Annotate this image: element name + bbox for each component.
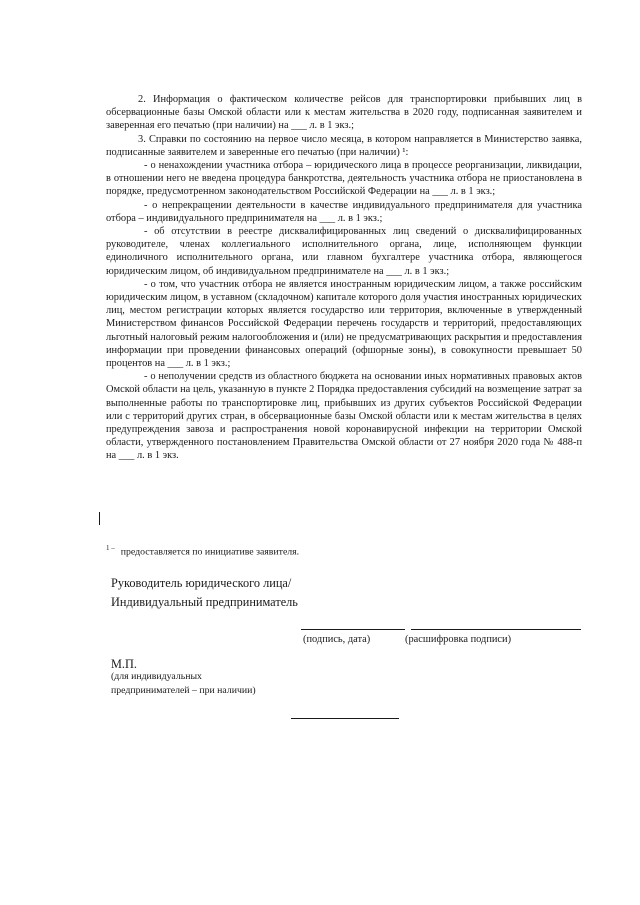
paragraph-item-3: 3. Справки по состоянию на первое число месяца, в котором направляется в Министерство заявка, подписанные заявителем и заверенные его печатью (при наличии) ¹: — [106, 133, 582, 158]
footnote-mark: 1 – — [106, 544, 115, 552]
footnote-text: предоставляется по инициативе заявителя. — [120, 546, 300, 558]
signer-line-1: Руководитель юридического лица/ — [111, 576, 292, 590]
document-body — [106, 93, 582, 463]
margin-mark — [99, 512, 100, 525]
paragraph-no-budget-funds: - о неполучении средств из областного бюджета на основании иных нормативных правовых актов Омской области на цель, указанную в пункте 2 Порядка предоставления субсидий на возмещение затрат за выполненные работы по транспортировке лиц, прибывших из других субъектов Российской Федерации или с территорий других стран, в обсервационные базы Омской области или к местам жительства в целях предупреждения завоза и распространения новой коронавирусной инфекции на территории Омской области, утвержденного постановлением Правительства Омской области от 27 ноября 2020 года № 488-п на ___ л. в 1 экз. — [106, 371, 582, 462]
stamp-note-line-2: предпринимателей – при наличии) — [111, 685, 256, 696]
paragraph-foreign-entity: - о том, что участник отбора не является иностранным юридическим лицом, а также российским юридическим лицом, в уставном (складочном) капитале которого доля участия иностранных юридических лиц, местом регистрации которых является государство или территория, включенные в утвержденный Министерством финансов Российской Федерации перечень государств и территорий, предоставляющих льготный налоговый режим налогообложения и (или) не предусматривающих раскрытия и предоставления информации при проведении финансовых операций (офшорные зоны), в совокупности превышает 50 процентов на ___ л. в 1 экз.; — [106, 278, 582, 370]
footnote — [106, 544, 299, 557]
paragraph-no-reorganization: - о ненахождении участника отбора – юридического лица в процессе реорганизации, ликвидации, в отношении него не введена процедура банкротства, деятельность участника отбора не приостановлена в порядке, предусмотренном законодательством Российской Федерации на ___ л. в 1 экз.; — [106, 160, 582, 198]
signature-decode-line — [411, 629, 581, 630]
signature-decode-label: (расшифровка подписи) — [405, 634, 512, 645]
stamp-title: М.П. — [111, 657, 137, 671]
paragraph-item-2: 2. Информация о фактическом количестве рейсов для транспортировки прибывших лиц в обсервационные базы Омской области или к местам жительства в 2020 году, подписанная заявителем и заверенная его печатью (при наличии) на ___ л. в 1 экз.; — [106, 94, 582, 132]
signature-line — [301, 629, 405, 630]
signer-line-2: Индивидуальный предприниматель — [111, 595, 298, 609]
closing-rule — [291, 718, 399, 719]
signature-label: (подпись, дата) — [303, 634, 371, 645]
stamp-note-line-1: (для индивидуальных — [111, 671, 202, 682]
signer-title — [111, 574, 298, 612]
stamp-note — [111, 670, 256, 698]
paragraph-disqualified-persons: - об отсутствии в реестре дисквалифицированных лиц сведений о дисквалифицированных руководителе, членах коллегиального исполнительного органа, лице, исполняющем функции единоличного исполнительного органа, или главном бухгалтере участника отбора, являющегося юридическим лицом, об индивидуальном предпринимателе на ___ л. в 1 экз.; — [106, 226, 582, 277]
paragraph-entrepreneur-activity: - о непрекращении деятельности в качестве индивидуального предпринимателя для участника отбора – индивидуального предпринимателя на ___ л. в 1 экз.; — [106, 199, 582, 224]
